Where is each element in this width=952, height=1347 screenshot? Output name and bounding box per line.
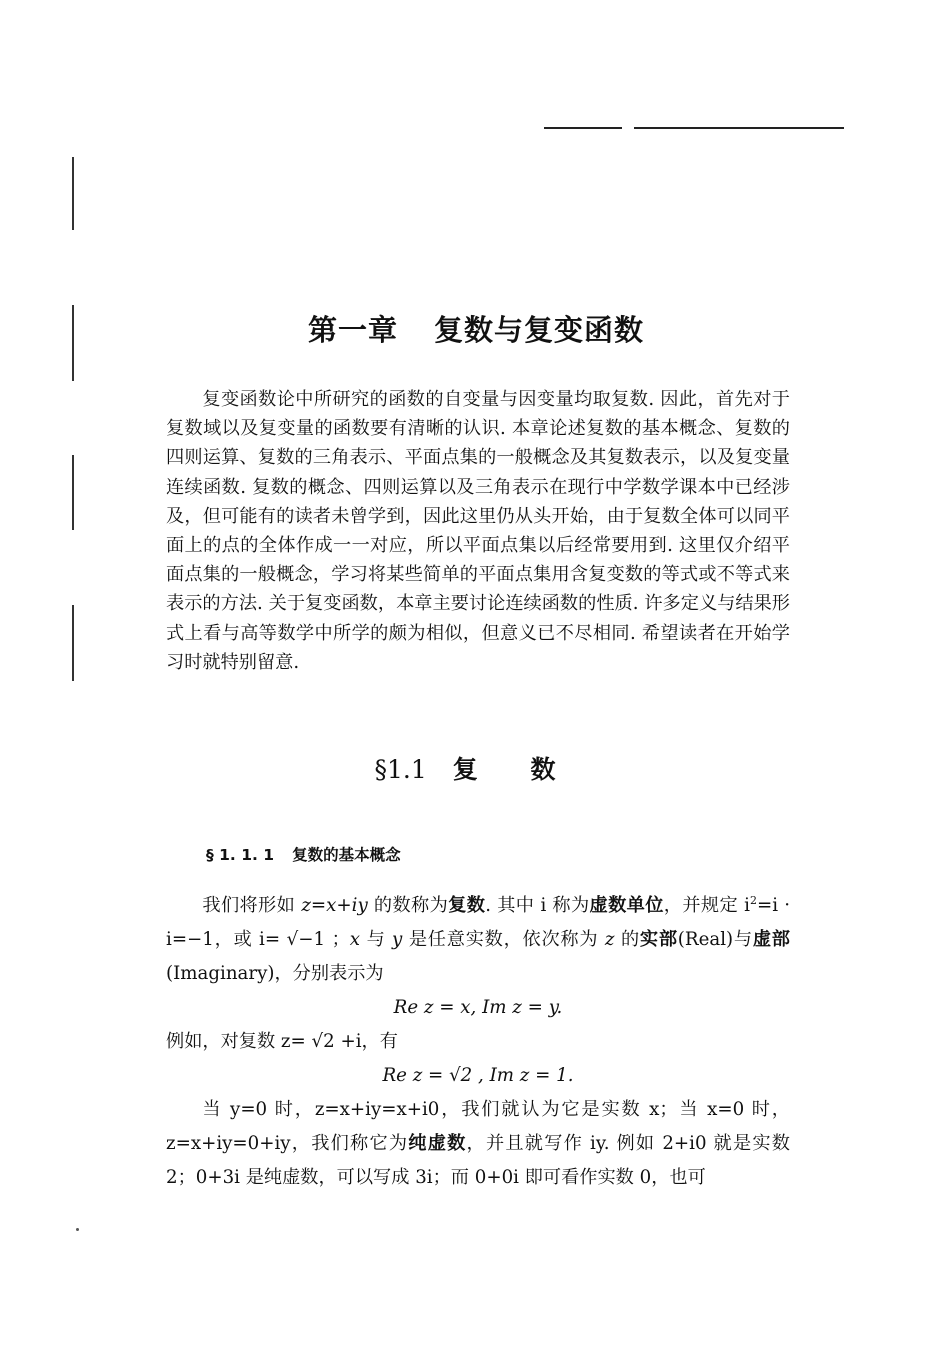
equation-example: Re z = √2 , Im z = 1. (382, 1065, 574, 1087)
margin-mark (72, 605, 74, 681)
chapter-intro (166, 385, 790, 677)
section-name: 复 数 (452, 755, 578, 784)
margin-mark (72, 157, 74, 230)
header-rule-left (544, 127, 622, 129)
term-real-part: 实部 (639, 929, 678, 951)
section-title (0, 750, 952, 786)
definition-paragraph: 我们将形如 z=x+iy 的数称为复数. 其中 i 称为虚数单位，并规定 $i^2=i \cdot i=-1$，或 i= √−1 ；x 与 y 是任意实数，依次称为 z 的实部(Real)与虚部(Imaginary)，分别表示为 (166, 894, 790, 985)
subsection-title (206, 843, 401, 865)
chapter-number: 第一章 (307, 313, 398, 347)
subsection-name: 复数的基本概念 (292, 846, 401, 864)
definition-block (166, 884, 790, 1195)
chapter-name: 复数与复变函数 (434, 313, 645, 347)
pure-imaginary-paragraph: 当 y=0 时，z=x+iy=x+i0，我们就认为它是实数 x；当 x=0 时，z=x+iy=0+iy，我们称它为纯虚数，并且就写作 iy. 例如 2+i0 就是实数 2；0+3i 是纯虚数，可以写成 3i；而 0+0i 即可看作实数 0，也可 (166, 1099, 790, 1189)
subsection-number: § 1. 1. 1 (206, 846, 275, 864)
margin-mark (72, 455, 74, 530)
header-rule-right (634, 127, 844, 129)
term-complex: 复数 (448, 895, 486, 917)
scan-dot (76, 1228, 79, 1231)
term-imaginary-unit: 虚数单位 (589, 895, 664, 917)
example-intro: 例如，对复数 z= √2 +i，有 (166, 1031, 398, 1053)
section-number: §1.1 (374, 755, 427, 784)
intro-paragraph: 复变函数论中所研究的函数的自变量与因变量均取复数. 因此，首先对于复数域以及复变量的函数要有清晰的认识. 本章论述复数的基本概念、复数的四则运算、复数的三角表示、平面点集的一般概念及其复数表示，以及复变量连续函数. 复数的概念、四则运算以及三角表示在现行中学数学课本中已经涉及，但可能有的读者未曾学到，因此这里仍从头开始，由于复数全体可以同平面上的点的全体作成一一对应，所以平面点集以后经常要用到. 这里仅介绍平面点集的一般概念，学习将某些简单的平面点集用含复变数的等式或不等式来表示的方法. 关于复变函数，本章主要讨论连续函数的性质. 许多定义与结果形式上看与高等数学中所学的颇为相似，但意义已不尽相同. 希望读者在开始学习时就特别留意. (166, 389, 790, 673)
chapter-title (0, 308, 952, 349)
term-imaginary-part: 虚部 (752, 929, 790, 951)
equation-re-im: Re z = x, Im z = y. (393, 997, 563, 1019)
term-pure-imaginary: 纯虚数 (408, 1133, 467, 1155)
